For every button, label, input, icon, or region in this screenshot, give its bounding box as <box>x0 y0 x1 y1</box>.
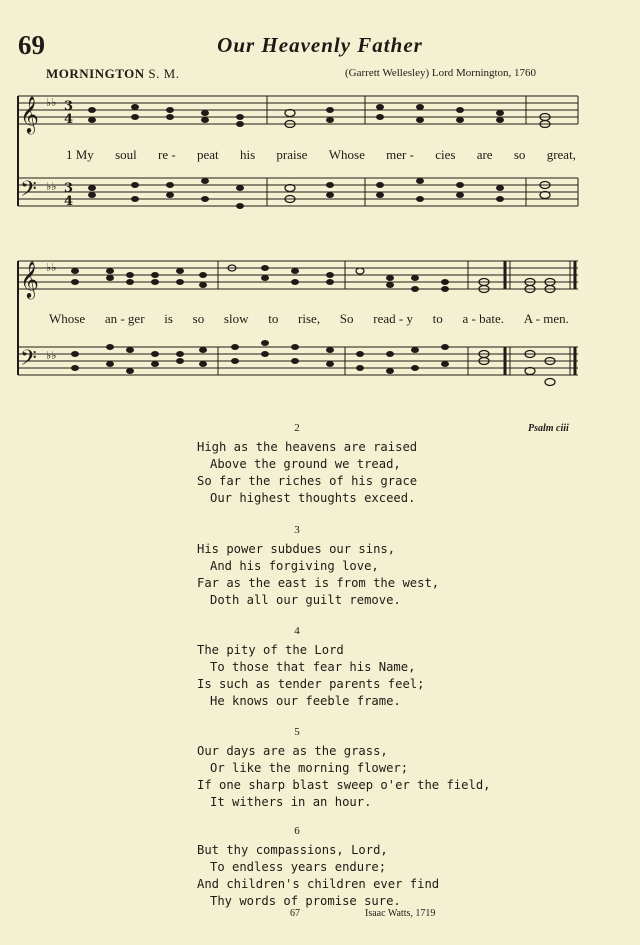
svg-text:3: 3 <box>64 99 74 114</box>
lyric-syllable: so <box>192 311 205 326</box>
svg-text:𝄞: 𝄞 <box>20 260 39 298</box>
stanza-line: To endless years endure; <box>210 860 387 874</box>
stanza-5 <box>197 724 491 811</box>
stanza-line: His power subdues our sins, <box>197 542 396 556</box>
lyric-syllable: A - men. <box>523 311 569 326</box>
stanza-number: 5 <box>294 726 300 738</box>
svg-text:♭♭: ♭♭ <box>46 96 57 109</box>
lyric-syllable: peat <box>197 147 219 162</box>
stanza-line: It withers in an hour. <box>210 795 372 809</box>
lyric-syllable: to <box>432 311 443 326</box>
stanza-number: 6 <box>294 825 300 837</box>
page-number: 67 <box>290 908 300 919</box>
lyric-syllable: to <box>268 311 279 326</box>
lyric-syllable: 1 My <box>66 147 94 162</box>
lyric-syllable: so <box>513 147 526 162</box>
lyric-syllable: is <box>164 311 173 326</box>
stanza-line: And children's children ever find <box>197 877 440 891</box>
stanza-line: Doth all our guilt remove. <box>210 593 401 607</box>
svg-text:♭♭: ♭♭ <box>46 180 57 193</box>
stanza-line: Is such as tender parents feel; <box>197 677 425 691</box>
stanza-line: If one sharp blast sweep o'er the field, <box>197 778 491 792</box>
author-credit: Isaac Watts, 1719 <box>365 908 436 919</box>
svg-text:4: 4 <box>64 194 74 209</box>
lyric-syllable: soul <box>115 147 137 162</box>
svg-text:4: 4 <box>64 112 74 127</box>
stanza-line: High as the heavens are raised <box>197 440 418 454</box>
stanza-number: 2 <box>294 422 300 434</box>
stanza-line: Or like the morning flower; <box>210 761 409 775</box>
hymn-number: 69 <box>18 30 45 60</box>
lyric-syllable: are <box>476 147 493 162</box>
stanza-line: To those that fear his Name, <box>210 660 416 674</box>
stanza-4 <box>197 623 424 710</box>
stanza-3 <box>197 522 439 609</box>
svg-text:𝄞: 𝄞 <box>20 95 39 133</box>
lyric-syllable: Whose <box>328 147 365 162</box>
lyric-syllable: his <box>239 147 256 162</box>
stanza-2 <box>197 420 417 507</box>
stanza-line: And his forgiving love, <box>210 559 379 573</box>
music-system-1 <box>0 0 640 230</box>
stanza-number: 4 <box>294 625 300 637</box>
stanza-line: But thy compassions, Lord, <box>197 843 388 857</box>
scripture-reference: Psalm ciii <box>528 423 569 434</box>
stanza-number: 3 <box>294 524 300 536</box>
svg-text:♭♭: ♭♭ <box>46 349 57 362</box>
stanza-6 <box>197 823 439 910</box>
stanza-line: The pity of the Lord <box>197 643 344 657</box>
lyric-syllable: a - bate. <box>462 311 505 326</box>
lyric-syllable: re - <box>158 147 176 162</box>
stanza-line: Above the ground we tread, <box>210 457 401 471</box>
lyric-syllable: Whose <box>49 311 86 326</box>
lyric-syllable: great, <box>546 147 576 162</box>
svg-text:3: 3 <box>64 181 74 196</box>
composer-credit: (Garrett Wellesley) Lord Mornington, 1760 <box>345 67 537 79</box>
svg-text:♭♭: ♭♭ <box>46 261 57 274</box>
stanza-line: He knows our feeble frame. <box>210 694 401 708</box>
lyrics-line-1 <box>66 147 576 163</box>
hymn-title: Our Heavenly Father <box>217 33 423 57</box>
lyric-syllable: slow <box>223 311 249 326</box>
lyric-syllable: an - ger <box>104 311 145 326</box>
stanza-line: Our days are as the grass, <box>197 744 388 758</box>
lyric-syllable: cies <box>435 147 456 162</box>
stanza-line: So far the riches of his grace <box>197 474 418 488</box>
lyric-syllable: So <box>339 311 354 326</box>
lyric-syllable: read - y <box>373 311 413 326</box>
stanza-line: Thy words of promise sure. <box>210 894 401 908</box>
lyric-syllable: rise, <box>298 311 321 326</box>
meter: S. M. <box>148 66 180 81</box>
lyric-syllable: mer - <box>386 147 414 162</box>
tune-name: MORNINGTON <box>46 66 145 81</box>
stanza-line: Our highest thoughts exceed. <box>210 491 416 505</box>
svg-text:𝄢: 𝄢 <box>20 346 37 376</box>
stanza-line: Far as the east is from the west, <box>197 576 440 590</box>
lyrics-line-2 <box>49 311 569 327</box>
lyric-syllable: praise <box>276 147 308 162</box>
svg-text:𝄢: 𝄢 <box>20 177 37 207</box>
